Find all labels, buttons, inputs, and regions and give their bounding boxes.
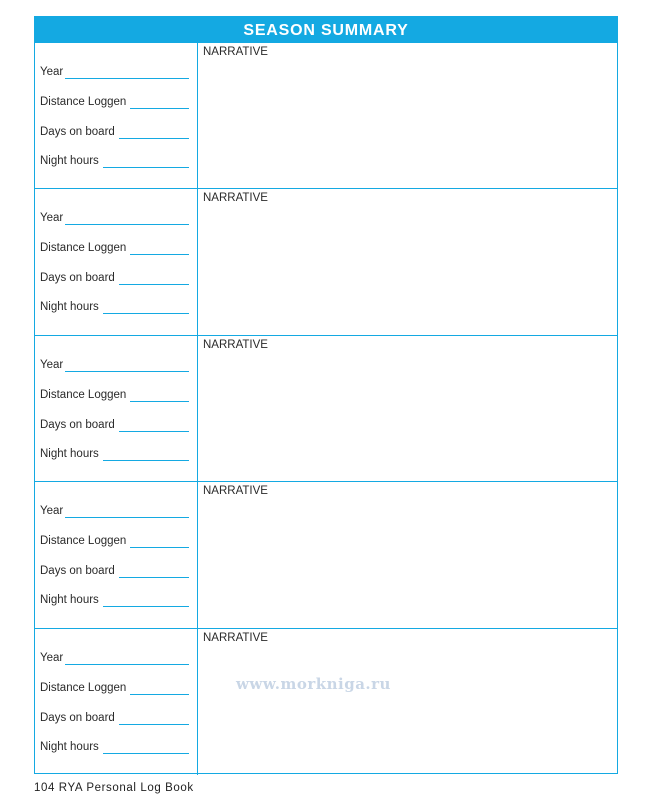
night-hours-input-line[interactable]: [103, 155, 189, 168]
night-hours-field[interactable]: [40, 594, 189, 607]
distance-logged-field[interactable]: [40, 535, 189, 548]
distance-logged-input-line[interactable]: [130, 535, 189, 548]
year-input-line[interactable]: [65, 212, 189, 225]
season-stats-column: [35, 336, 198, 481]
night-hours-label: Night hours: [40, 740, 99, 753]
narrative-label: NARRATIVE: [203, 338, 268, 351]
season-stats-column: [35, 482, 198, 627]
days-on-board-input-line[interactable]: [119, 272, 189, 285]
days-on-board-field[interactable]: [40, 712, 189, 725]
year-field[interactable]: [40, 212, 189, 225]
narrative-label: NARRATIVE: [203, 46, 268, 58]
days-on-board-input-line[interactable]: [119, 419, 189, 432]
season-entry: [35, 189, 617, 335]
season-sections: [35, 43, 617, 773]
year-field[interactable]: [40, 652, 189, 665]
night-hours-label: Night hours: [40, 594, 99, 607]
night-hours-input-line[interactable]: [103, 741, 189, 754]
year-input-line[interactable]: [65, 66, 189, 79]
distance-logged-field[interactable]: [40, 389, 189, 402]
season-stats-column: [35, 629, 198, 775]
distance-logged-field[interactable]: [40, 682, 189, 695]
year-input-line[interactable]: [65, 652, 189, 665]
days-on-board-field[interactable]: [40, 565, 189, 578]
days-on-board-input-line[interactable]: [119, 565, 189, 578]
night-hours-label: Night hours: [40, 155, 99, 167]
year-input-line[interactable]: [65, 359, 189, 372]
distance-logged-label: Distance Loggen: [40, 388, 127, 401]
distance-logged-label: Distance Loggen: [40, 681, 127, 694]
watermark-text: www.morkniga.ru: [236, 675, 391, 693]
season-stats-column: [35, 43, 198, 188]
year-label: Year: [40, 505, 64, 518]
season-entry: [35, 629, 617, 775]
days-on-board-label: Days on board: [40, 711, 115, 724]
year-field[interactable]: [40, 359, 189, 372]
night-hours-input-line[interactable]: [103, 594, 189, 607]
year-label: Year: [40, 651, 64, 664]
narrative-label: NARRATIVE: [203, 192, 268, 205]
distance-logged-input-line[interactable]: [130, 96, 189, 109]
night-hours-input-line[interactable]: [103, 301, 189, 314]
season-entry: [35, 482, 617, 628]
year-label: Year: [40, 212, 64, 225]
narrative-label: NARRATIVE: [203, 485, 268, 498]
distance-logged-input-line[interactable]: [130, 682, 189, 695]
season-summary-form: [34, 16, 618, 774]
season-stats-column: [35, 189, 198, 334]
season-summary-header: SEASON SUMMARY: [35, 17, 617, 43]
days-on-board-input-line[interactable]: [119, 712, 189, 725]
night-hours-label: Night hours: [40, 447, 99, 460]
night-hours-field[interactable]: [40, 155, 189, 168]
season-entry: [35, 336, 617, 482]
book-title: RYA Personal Log Book: [58, 782, 194, 794]
days-on-board-label: Days on board: [40, 126, 115, 138]
page-number: 104: [34, 782, 55, 794]
days-on-board-field[interactable]: [40, 272, 189, 285]
night-hours-label: Night hours: [40, 301, 99, 314]
page-footer: [34, 782, 194, 794]
distance-logged-input-line[interactable]: [130, 389, 189, 402]
distance-logged-field[interactable]: [40, 96, 189, 109]
days-on-board-input-line[interactable]: [119, 126, 189, 139]
distance-logged-label: Distance Loggen: [40, 96, 127, 108]
year-field[interactable]: [40, 66, 189, 79]
year-label: Year: [40, 66, 64, 78]
distance-logged-field[interactable]: [40, 242, 189, 255]
days-on-board-label: Days on board: [40, 565, 115, 578]
distance-logged-label: Distance Loggen: [40, 535, 127, 548]
night-hours-input-line[interactable]: [103, 448, 189, 461]
year-label: Year: [40, 358, 64, 371]
days-on-board-label: Days on board: [40, 418, 115, 431]
season-entry: [35, 43, 617, 189]
night-hours-field[interactable]: [40, 448, 189, 461]
days-on-board-field[interactable]: [40, 126, 189, 139]
distance-logged-label: Distance Loggen: [40, 242, 127, 255]
year-input-line[interactable]: [65, 505, 189, 518]
year-field[interactable]: [40, 505, 189, 518]
narrative-label: NARRATIVE: [203, 631, 268, 644]
days-on-board-label: Days on board: [40, 272, 115, 285]
distance-logged-input-line[interactable]: [130, 242, 189, 255]
night-hours-field[interactable]: [40, 741, 189, 754]
days-on-board-field[interactable]: [40, 419, 189, 432]
night-hours-field[interactable]: [40, 301, 189, 314]
